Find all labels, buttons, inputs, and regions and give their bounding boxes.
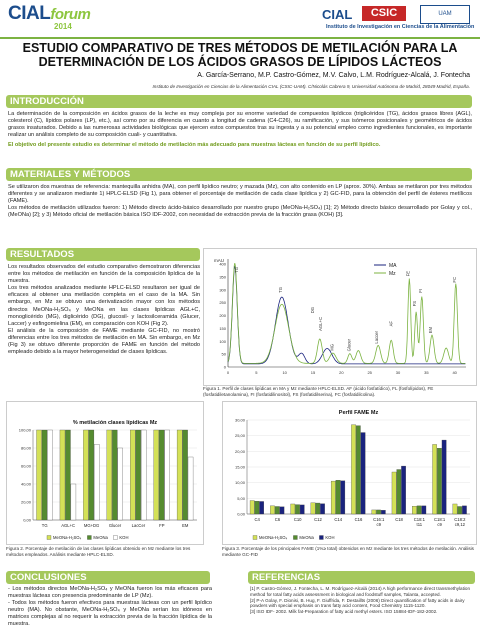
y-tick-label: 40,00 — [20, 481, 31, 487]
methods-p2: Los métodos de metilación utilizados fueron: 1) Método directo ácido-básico desarrollado por nuestro grupo (MeONa-H₂SO₄) [1]; 2) Método directo básico desarrollado por Golay y col., (MeONa) [2]; y 3) Método oficial de metilación básica ISO IDF-2002, con necesidad de extracción previa de la fracción grasa (KOH) [3]. — [8, 205, 472, 219]
figure-1-caption: Figura 1. Perfil de clases lipídicas en MA y Mz mediante HPLC-ELSD. AF (ácido fosfatídico), FL (fosfolípidos), FE (fosfatidiletanolamina), FI (fosfatidilinositol), FS (fosfatidilserina), FC (fosfatidilcolina). — [203, 386, 434, 397]
reference-2: [2] P-A Golay, F. Dionisi, B. Hug, F. Giuffrida, F. Destaillts (2006) Direct quantification of fatty acids in dairy powders with special emphasis on trans fatty acid content, Food Chemistry 1115-1120. — [250, 597, 465, 609]
x-tick-label: 25 — [367, 370, 372, 375]
reference-3: [3] ISO IDF- 2002. Milk fat-Preparation of fatty acid methyl esters. ISO 15884-IDF-182-2002. — [250, 609, 438, 615]
y-tick-label: 350 — [219, 274, 226, 280]
conclusion-item-2: - Todos los métodos fueron efectivos para muestras lácteas con un perfil lipídico neutro (MA). No obstante, MeONa-H₂SO₄ y MeONa serían los idóneos en matrices complejas al no requerir la extracción previa de la fracción lipídica de la muestra. — [8, 600, 212, 628]
x-tick-label: t11 — [416, 522, 423, 527]
bar — [260, 501, 264, 514]
bar — [37, 430, 42, 520]
legend-swatch — [253, 536, 257, 540]
y-tick-label: 100,00 — [18, 427, 31, 433]
legend-label: KOH — [325, 535, 335, 540]
x-tick-label: C12 — [314, 517, 322, 522]
bar — [422, 506, 426, 514]
bar — [311, 503, 315, 514]
legend-swatch — [319, 536, 323, 540]
x-tick-label: C4 — [254, 517, 260, 522]
x-tick-label: 40 — [452, 370, 457, 375]
conclusion-item-1: - Los métodos directos MeONa-H₂SO₄ y MeONa fueron los más eficaces para muestras lácteas con presencia predominante de LP (Mz). — [8, 586, 212, 600]
bar — [107, 430, 112, 520]
bar — [136, 430, 141, 520]
bar — [291, 504, 295, 514]
legend-label-ma: MA — [389, 263, 397, 269]
legend-label-mz: Mz — [389, 271, 396, 277]
x-tick-label: Glucer — [108, 523, 122, 528]
y-tick-label: 400 — [219, 261, 226, 267]
bar — [300, 505, 304, 514]
bar — [60, 430, 65, 520]
y-tick-label: 200 — [219, 313, 226, 319]
bar — [65, 430, 70, 520]
bar — [356, 426, 360, 514]
x-tick-label: c9 — [437, 522, 442, 527]
peak-label: AGL+C — [318, 317, 324, 331]
bar — [165, 430, 170, 520]
peak-label: MG — [329, 344, 335, 351]
y-tick-label: 5,00 — [237, 495, 245, 501]
bar — [417, 506, 421, 514]
figure-2-caption: Figura 2. Porcentaje de metilación de las clases lipídicas obtenido en Mz mediante los tres métodos empleados. Análisis mediante HPLC-ELSD. — [6, 546, 191, 557]
bar — [336, 480, 340, 514]
x-tick-label: 30 — [395, 370, 401, 375]
bar — [295, 505, 299, 514]
csic-logo: CSIC — [362, 6, 406, 21]
bar — [71, 484, 76, 520]
x-tick-label: 15 — [310, 370, 316, 375]
y-tick-label: 50 — [221, 351, 226, 357]
x-tick-label: 20 — [339, 370, 344, 375]
x-tick-label: 10 — [282, 370, 287, 375]
x-tick-label: c9,12 — [454, 522, 465, 527]
x-tick-label: 35 — [424, 370, 429, 375]
bar — [412, 506, 416, 514]
bar — [89, 430, 94, 520]
poster-title — [10, 41, 470, 69]
bar — [397, 470, 401, 514]
peak-label: TG — [234, 267, 240, 273]
bar — [154, 430, 159, 520]
bar — [42, 430, 47, 520]
bar — [361, 433, 365, 514]
bar — [457, 506, 461, 514]
affiliation: Instituto de Investigación en Ciencias de la Alimentación CIAL (CSIC-UAM). C/Nicolás Cabrera 9, Universidad Autónoma de Madrid, 28049 Madrid, España. — [152, 84, 470, 89]
logo-year: 2014 — [54, 22, 72, 31]
peak-label: FI — [417, 289, 423, 293]
figure-3-caption: Figura 3. Porcentaje de los principales FAME (1%≥ total) obtenidos en Mz mediante los tres métodos de metilación. Análisis mediante GC-FID — [222, 546, 474, 557]
bar — [270, 506, 274, 514]
bar — [331, 481, 335, 514]
x-tick-label: C16 — [354, 517, 363, 522]
bar — [351, 425, 355, 514]
x-tick-label: AGL+C — [61, 523, 76, 528]
y-tick-label: 0,00 — [237, 511, 245, 517]
legend-swatch — [113, 536, 117, 540]
y-unit-label: mAU — [214, 258, 224, 263]
conclusions-body — [8, 586, 212, 629]
bar — [83, 430, 88, 520]
x-tick-label: C18:1 — [413, 517, 425, 522]
x-tick-label: MG+DG — [83, 523, 100, 528]
intro-objective: El objetivo del presente estudio es determinar el método de metilación más adecuado para muestras lácteas en función de su perfil lipídico. — [8, 142, 381, 149]
chart-title: % metilación clases lípidicas Mz — [72, 420, 158, 426]
x-tick-label: C6 — [274, 517, 281, 522]
methylation-bar-chart — [7, 402, 203, 544]
y-tick-label: 150 — [219, 325, 226, 331]
results-body: Los resultados observados del estudio comparativo demostraron diferencias entre los métodos de metilación en función de la composición lipídica de la muestra. Los tres métodos analizados mediante HPLC-ELSD resultaron ser igual de eficaces al obtener una metilación completa en el caso de la MA. Sin embargo, en Mz se obtuvo una derivatización mayor con los métodos directos MeONa-H₂SO₄ y MeONa en las clases lipídicas AGL+C, monoglicérido (MG), diglicérido (DG), glucosil- y lactosilceramida (Glucer, Laccer) y esfingomielina (EM), en comparación con KOH (Fig 2). El análisis de la composición de FAME mediante GC-FID, no mostró diferencias entre los tres métodos de metilación en MA. Sin embargo, en Mz (Fig 3) se obtuvo diferente proporción de FAME en función del método empleado debido a la mayor heterogeneidad de clases lipídicas. — [8, 264, 200, 356]
y-tick-label: 15,00 — [234, 464, 245, 470]
intro-heading: INTRODUCCIÓN — [6, 95, 472, 108]
results-heading: RESULTADOS — [6, 248, 200, 261]
bar — [437, 448, 441, 514]
bar — [177, 430, 182, 520]
peak-label: AF — [388, 321, 394, 327]
bar — [112, 430, 117, 520]
y-tick-label: 250 — [219, 300, 226, 306]
bar — [392, 472, 396, 514]
bar — [316, 503, 320, 514]
intro-text: La determinación de la composición en ácidos grasos de la leche es muy compleja por su enorme variedad de compuestos lipídicos (triglicéridos (TG), ácidos grasos libres (AGL), colesterol (C), lípidos polares (LP), etc.), así como por su diferencia en cuanto a longitud de cadena (C4-C26), su ramificación, y sus isómeros posicionales y geométricos de ácidos grasos insaturados. Debido a las numerosas actividades biológicas que ejercen estos compuestos tras su ingesta y a su potencial empleo como ingredientes funcionales, es importante realizar un análisis completo de su composición cuali- y cuantitativa. — [8, 111, 472, 139]
y-tick-label: 80,00 — [20, 445, 31, 451]
bar — [376, 510, 380, 514]
figure-2-chart — [6, 401, 204, 545]
bar — [47, 430, 52, 520]
x-tick-label: C18:1 — [433, 517, 446, 522]
x-tick-label: c9 — [376, 522, 381, 527]
legend-label: MeONa-H₂SO₄ — [259, 535, 288, 540]
title-line-2: DETERMINACIÓN DE LOS ÁCIDOS GRASOS DE LÍPIDOS LÁCTEOS — [38, 55, 442, 69]
x-tick-label: 0 — [226, 370, 230, 375]
peak-label: Glucer — [346, 339, 352, 352]
bar — [275, 506, 279, 514]
x-tick-label: EM — [182, 523, 189, 528]
y-tick-label: 300 — [219, 287, 226, 293]
y-tick-label: 10,00 — [234, 480, 245, 486]
y-tick-label: 100 — [219, 338, 226, 344]
legend-swatch — [293, 536, 297, 540]
figure-1-chromatogram — [203, 248, 477, 386]
peak-label: DG — [310, 307, 316, 314]
bar — [453, 504, 457, 514]
figure-3-chart — [222, 401, 477, 545]
legend-swatch — [47, 536, 51, 540]
x-tick-label: C18 — [395, 517, 403, 522]
bar — [401, 466, 405, 514]
x-tick-label: C14 — [334, 517, 343, 522]
fame-bar-chart — [223, 402, 476, 544]
x-tick-label: 5 — [255, 370, 258, 375]
references-heading: REFERENCIAS — [248, 571, 475, 584]
references-body — [250, 586, 475, 615]
chromatogram-plot — [204, 249, 476, 385]
peak-label: FE — [405, 271, 411, 277]
bar — [141, 430, 146, 520]
y-tick-label: 0,00 — [23, 517, 31, 523]
x-tick-label: C18:2 — [454, 517, 466, 522]
peak-label: FC — [451, 277, 457, 283]
chart-title: Perfil FAME Mz — [338, 410, 379, 416]
x-tick-label: C10 — [293, 517, 302, 522]
cial-forum-logo: CIALforum — [8, 3, 91, 24]
reference-1: [1] P. Castro-Gómez, J. Fontecha, L. M. Rodríguez-Alcalá (2014) A high performance direct transmethylation method for total fatty acids assessment in biological and foodstuff samples, Talanta, accepted. — [250, 586, 471, 597]
uam-logo: UAM — [420, 5, 470, 24]
x-tick-label: LacCer — [131, 523, 146, 528]
bar — [183, 430, 188, 520]
bar — [320, 504, 324, 514]
y-tick-label: 0 — [223, 364, 226, 370]
bar — [255, 501, 259, 514]
x-tick-label: FP — [159, 523, 165, 528]
legend-label: MeONa-H₂SO₄ — [53, 535, 82, 540]
authors: A. García-Serrano, M.P. Castro-Gómez, M.V. Calvo, L.M. Rodríguez-Alcalá, J. Fontecha — [197, 72, 470, 79]
bar — [188, 457, 193, 520]
institute-name: Instituto de Investigación en Ciencias de la Alimentación — [326, 24, 475, 30]
legend-label: MeONa — [93, 535, 108, 540]
legend-swatch — [87, 536, 91, 540]
bar — [118, 448, 123, 520]
peak-label: Laccer — [374, 331, 380, 344]
methods-p1: Se utilizaron dos muestras de referencia: mantequilla anhidra (MA), con perfil lipídico neutro; y mazada (Mz), con alto contenido en LP (aprox. 30%). Ambas se metilaron por tres métodos diferentes y se analizaron mediante 1) HPLC-ELSD (Fig 1), para obtener el porcentaje de metilación de cada clase lipídica y 2) GC-FID, para la obtención del perfil de ésteres metílicos (FAME). — [8, 184, 472, 205]
x-tick-label: C16:1 — [373, 517, 385, 522]
methods-body — [8, 184, 472, 219]
legend-label: MeONa — [299, 535, 314, 540]
bar — [442, 440, 446, 514]
bar — [280, 507, 284, 514]
methods-heading: MATERIALES Y MÉTODOS — [6, 168, 472, 181]
peak-label: FS — [412, 301, 418, 307]
x-tick-label: TG — [41, 523, 48, 528]
y-tick-label: 20,00 — [234, 448, 245, 454]
y-tick-label: 20,00 — [20, 499, 31, 505]
bar — [94, 444, 99, 520]
y-tick-label: 30,00 — [234, 417, 245, 423]
y-tick-label: 60,00 — [20, 463, 31, 469]
bar — [432, 444, 436, 514]
peak-label: TG — [277, 287, 283, 293]
bar — [341, 481, 345, 514]
bar — [130, 430, 135, 520]
header-divider — [0, 37, 480, 39]
bar — [250, 501, 254, 514]
bar — [462, 506, 466, 514]
peak-label: EM — [428, 327, 433, 334]
bar — [381, 510, 385, 514]
conclusions-heading: CONCLUSIONES — [6, 571, 210, 584]
title-line-1: ESTUDIO COMPARATIVO DE TRES MÉTODOS DE METILACIÓN PARA LA — [22, 41, 458, 55]
legend-label: KOH — [119, 535, 129, 540]
cial-logo: CIAL — [322, 7, 353, 22]
intro-body — [8, 111, 472, 149]
y-tick-label: 25,00 — [234, 433, 245, 439]
bar — [372, 510, 376, 514]
bar — [159, 430, 164, 520]
